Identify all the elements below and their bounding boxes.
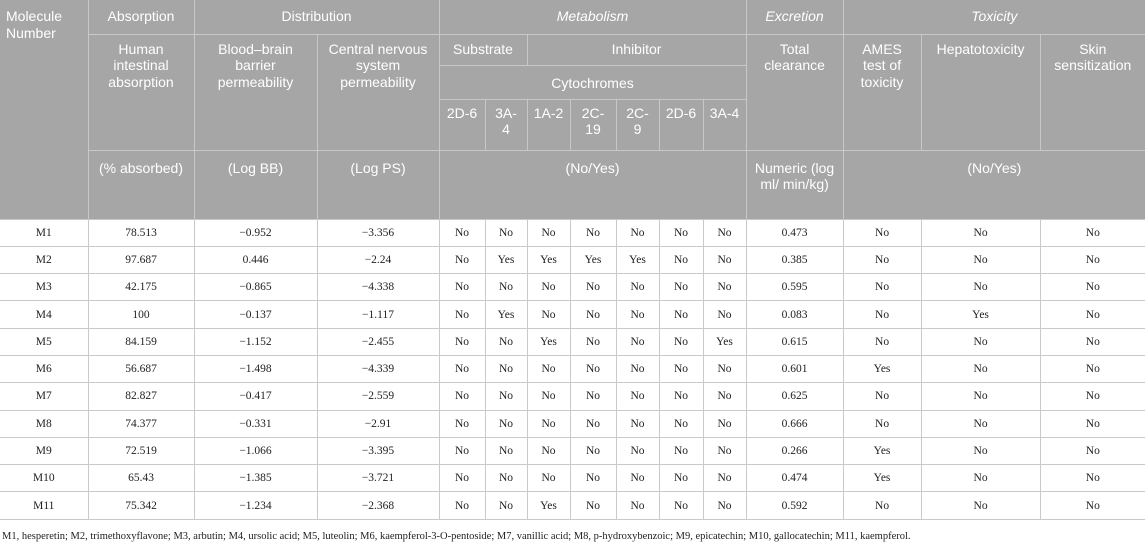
table-cell: No — [570, 355, 616, 382]
table-cell: No — [439, 492, 485, 519]
table-cell: No — [843, 383, 921, 410]
table-footnote: M1, hesperetin; M2, trimethoxyflavone; M3, arbutin; M4, ursolic acid; M5, luteolin; M6, kaempferol-3-O-pentoside; M7, vanillic acid; M8, p-hydroxybenzoic; M9, epicatechin; M10, gallocatechin; M11, kaempferol. — [2, 531, 911, 542]
table-cell: −0.137 — [194, 301, 317, 328]
table-cell: No — [659, 301, 703, 328]
table-cell: No — [527, 437, 570, 464]
table-row — [0, 246, 1145, 273]
header-distribution: Distribution — [194, 0, 439, 34]
table-cell: Yes — [527, 492, 570, 519]
table-cell: −4.339 — [317, 355, 439, 382]
header-total-clearance: Total clearance — [746, 34, 843, 150]
table-cell: No — [616, 219, 659, 246]
header-cyp-inhibitor-2c19: 2C-19 — [570, 99, 616, 150]
table-body — [0, 219, 1145, 519]
table-cell: No — [616, 383, 659, 410]
table-cell: No — [843, 328, 921, 355]
table-cell: No — [843, 492, 921, 519]
table-cell: No — [703, 274, 746, 301]
table-cell: No — [616, 410, 659, 437]
table-row — [0, 274, 1145, 301]
table-cell: No — [659, 328, 703, 355]
molecule-id-cell: M1 — [0, 219, 88, 246]
unit-absorption: (% absorbed) — [88, 150, 194, 219]
header-cyp-substrate-2d6: 2D-6 — [439, 99, 485, 150]
table-cell: No — [1040, 355, 1145, 382]
molecule-id-cell: M8 — [0, 410, 88, 437]
table-cell: No — [921, 328, 1040, 355]
table-cell: No — [570, 465, 616, 492]
molecule-id-cell: M7 — [0, 383, 88, 410]
table-cell: No — [1040, 465, 1145, 492]
table-cell: 0.083 — [746, 301, 843, 328]
table-cell: No — [843, 219, 921, 246]
table-cell: No — [659, 219, 703, 246]
table-cell: No — [1040, 246, 1145, 273]
table-cell: No — [1040, 383, 1145, 410]
molecule-id-cell: M5 — [0, 328, 88, 355]
table-cell: No — [439, 383, 485, 410]
table-cell: −3.395 — [317, 437, 439, 464]
header-bbb-permeability: Blood–brain barrier permeability — [194, 34, 317, 150]
molecule-id-cell: M3 — [0, 274, 88, 301]
table-cell: 0.615 — [746, 328, 843, 355]
table-cell: −1.385 — [194, 465, 317, 492]
header-cyp-inhibitor-3a4: 3A-4 — [703, 99, 746, 150]
table-cell: −1.234 — [194, 492, 317, 519]
header-skin-sensitization: Skin sensitization — [1040, 34, 1145, 150]
table-cell: 0.474 — [746, 465, 843, 492]
header-cyp-inhibitor-1a2: 1A-2 — [527, 99, 570, 150]
table-cell: No — [570, 328, 616, 355]
table-cell: No — [485, 274, 527, 301]
unit-metabolism: (No/Yes) — [439, 150, 746, 219]
table-cell: No — [439, 301, 485, 328]
table-cell: 0.666 — [746, 410, 843, 437]
header-metabolism: Metabolism — [439, 0, 746, 34]
table-cell: No — [921, 355, 1040, 382]
table-cell: No — [1040, 492, 1145, 519]
table-cell: −2.455 — [317, 328, 439, 355]
table-cell: No — [703, 246, 746, 273]
table-cell: No — [659, 410, 703, 437]
table-cell: Yes — [921, 301, 1040, 328]
table-cell: −0.952 — [194, 219, 317, 246]
table-cell: No — [1040, 274, 1145, 301]
header-excretion: Excretion — [746, 0, 843, 34]
table-cell: No — [570, 383, 616, 410]
unit-bbb: (Log BB) — [194, 150, 317, 219]
table-cell: Yes — [616, 246, 659, 273]
table-cell: No — [527, 301, 570, 328]
table-cell: −2.24 — [317, 246, 439, 273]
table-cell: No — [485, 383, 527, 410]
table-row — [0, 355, 1145, 382]
table-cell: No — [843, 274, 921, 301]
table-cell: No — [616, 465, 659, 492]
header-ames: AMES test of toxicity — [843, 34, 921, 150]
table-cell: Yes — [843, 355, 921, 382]
table-cell: No — [703, 465, 746, 492]
molecule-id-cell: M11 — [0, 492, 88, 519]
table-cell: 56.687 — [88, 355, 194, 382]
table-cell: No — [921, 492, 1040, 519]
table-cell: No — [921, 383, 1040, 410]
table-cell: −1.117 — [317, 301, 439, 328]
table-row — [0, 219, 1145, 246]
table-cell: No — [485, 328, 527, 355]
table-cell: No — [527, 355, 570, 382]
table-cell: −0.331 — [194, 410, 317, 437]
table-cell: −2.368 — [317, 492, 439, 519]
table-cell: Yes — [527, 246, 570, 273]
table-cell: 78.513 — [88, 219, 194, 246]
table-cell: No — [703, 492, 746, 519]
table-cell: No — [570, 301, 616, 328]
table-cell: No — [485, 492, 527, 519]
header-molecule-number: Molecule Number — [0, 0, 88, 219]
table-cell: No — [439, 274, 485, 301]
table-cell: No — [570, 274, 616, 301]
table-cell: No — [921, 274, 1040, 301]
table-cell: −0.417 — [194, 383, 317, 410]
table-cell: No — [703, 355, 746, 382]
table-cell: No — [659, 274, 703, 301]
table-row — [0, 383, 1145, 410]
table-cell: 82.827 — [88, 383, 194, 410]
table-cell: −3.356 — [317, 219, 439, 246]
table-cell: −2.559 — [317, 383, 439, 410]
table-cell: 100 — [88, 301, 194, 328]
table-cell: No — [439, 355, 485, 382]
table-cell: No — [570, 219, 616, 246]
table-cell: No — [703, 437, 746, 464]
table-cell: No — [527, 274, 570, 301]
table-cell: No — [439, 410, 485, 437]
table-cell: No — [616, 437, 659, 464]
molecule-id-cell: M10 — [0, 465, 88, 492]
molecule-id-cell: M2 — [0, 246, 88, 273]
table-cell: No — [921, 410, 1040, 437]
header-substrate: Substrate — [439, 34, 527, 65]
table-cell: No — [485, 410, 527, 437]
header-human-intestinal-absorption: Human intestinal absorption — [88, 34, 194, 150]
table-cell: No — [439, 465, 485, 492]
table-cell: No — [439, 219, 485, 246]
header-cyp-substrate-3a4: 3A-4 — [485, 99, 527, 150]
table-cell: No — [1040, 410, 1145, 437]
table-cell: Yes — [527, 328, 570, 355]
table-cell: No — [921, 465, 1040, 492]
table-cell: No — [703, 410, 746, 437]
header-absorption: Absorption — [88, 0, 194, 34]
table-cell: No — [527, 383, 570, 410]
table-cell: No — [439, 328, 485, 355]
table-cell: −1.498 — [194, 355, 317, 382]
table-cell: No — [659, 492, 703, 519]
header-cns-permeability: Central nervous system permeability — [317, 34, 439, 150]
table-cell: No — [659, 465, 703, 492]
table-cell: 0.595 — [746, 274, 843, 301]
table-cell: No — [485, 437, 527, 464]
header-inhibitor: Inhibitor — [527, 34, 746, 65]
table-header — [0, 0, 1145, 219]
table-cell: No — [703, 219, 746, 246]
table-cell: No — [1040, 301, 1145, 328]
table-cell: No — [616, 492, 659, 519]
table-cell: 0.446 — [194, 246, 317, 273]
table-cell: No — [485, 355, 527, 382]
table-cell: No — [527, 465, 570, 492]
table-cell: No — [485, 219, 527, 246]
table-cell: No — [439, 246, 485, 273]
table-cell: −1.152 — [194, 328, 317, 355]
table-cell: 0.625 — [746, 383, 843, 410]
table-cell: No — [616, 301, 659, 328]
table-cell: −0.865 — [194, 274, 317, 301]
table-cell: No — [570, 410, 616, 437]
unit-clearance: Numeric (log ml/ min/kg) — [746, 150, 843, 219]
table-cell: 65.43 — [88, 465, 194, 492]
table-cell: Yes — [485, 301, 527, 328]
table-cell: Yes — [843, 465, 921, 492]
molecule-id-cell: M6 — [0, 355, 88, 382]
table-cell: No — [616, 355, 659, 382]
table-cell: No — [1040, 437, 1145, 464]
table-cell: No — [843, 301, 921, 328]
table-cell: No — [659, 383, 703, 410]
table-cell: 0.266 — [746, 437, 843, 464]
table-cell: Yes — [570, 246, 616, 273]
table-cell: No — [570, 492, 616, 519]
table-row — [0, 437, 1145, 464]
table-cell: Yes — [485, 246, 527, 273]
table-cell: 0.601 — [746, 355, 843, 382]
table-row — [0, 301, 1145, 328]
table-cell: No — [439, 437, 485, 464]
table-cell: No — [843, 410, 921, 437]
table-cell: 74.377 — [88, 410, 194, 437]
header-toxicity: Toxicity — [843, 0, 1145, 34]
table-row — [0, 328, 1145, 355]
table-cell: −3.721 — [317, 465, 439, 492]
table-cell: 75.342 — [88, 492, 194, 519]
table-cell: No — [659, 355, 703, 382]
table-cell: No — [570, 437, 616, 464]
table-cell: 72.519 — [88, 437, 194, 464]
table-cell: 84.159 — [88, 328, 194, 355]
unit-cns: (Log PS) — [317, 150, 439, 219]
table-row — [0, 465, 1145, 492]
table-cell: No — [1040, 328, 1145, 355]
table-cell: No — [921, 219, 1040, 246]
molecule-id-cell: M4 — [0, 301, 88, 328]
table-cell: Yes — [843, 437, 921, 464]
table-cell: 0.473 — [746, 219, 843, 246]
table-cell: No — [921, 437, 1040, 464]
table-cell: No — [703, 301, 746, 328]
table-cell: No — [659, 437, 703, 464]
header-hepatotoxicity: Hepatotoxicity — [921, 34, 1040, 150]
table-cell: No — [616, 328, 659, 355]
table-cell: No — [703, 383, 746, 410]
table-cell: No — [921, 246, 1040, 273]
table-cell: Yes — [703, 328, 746, 355]
molecule-id-cell: M9 — [0, 437, 88, 464]
table-cell: 42.175 — [88, 274, 194, 301]
unit-toxicity: (No/Yes) — [843, 150, 1145, 219]
table-cell: 0.385 — [746, 246, 843, 273]
table-cell: −4.338 — [317, 274, 439, 301]
table-cell: −1.066 — [194, 437, 317, 464]
table-cell: No — [1040, 219, 1145, 246]
table-cell: 97.687 — [88, 246, 194, 273]
table-cell: No — [843, 246, 921, 273]
table-cell: −2.91 — [317, 410, 439, 437]
table-row — [0, 492, 1145, 519]
table-row — [0, 410, 1145, 437]
header-cyp-inhibitor-2d6: 2D-6 — [659, 99, 703, 150]
table-cell: No — [527, 410, 570, 437]
header-cyp-inhibitor-2c9: 2C-9 — [616, 99, 659, 150]
table-cell: 0.592 — [746, 492, 843, 519]
table-cell: No — [485, 465, 527, 492]
table-cell: No — [659, 246, 703, 273]
table-cell: No — [616, 274, 659, 301]
header-cytochromes: Cytochromes — [439, 65, 746, 99]
table-cell: No — [527, 219, 570, 246]
